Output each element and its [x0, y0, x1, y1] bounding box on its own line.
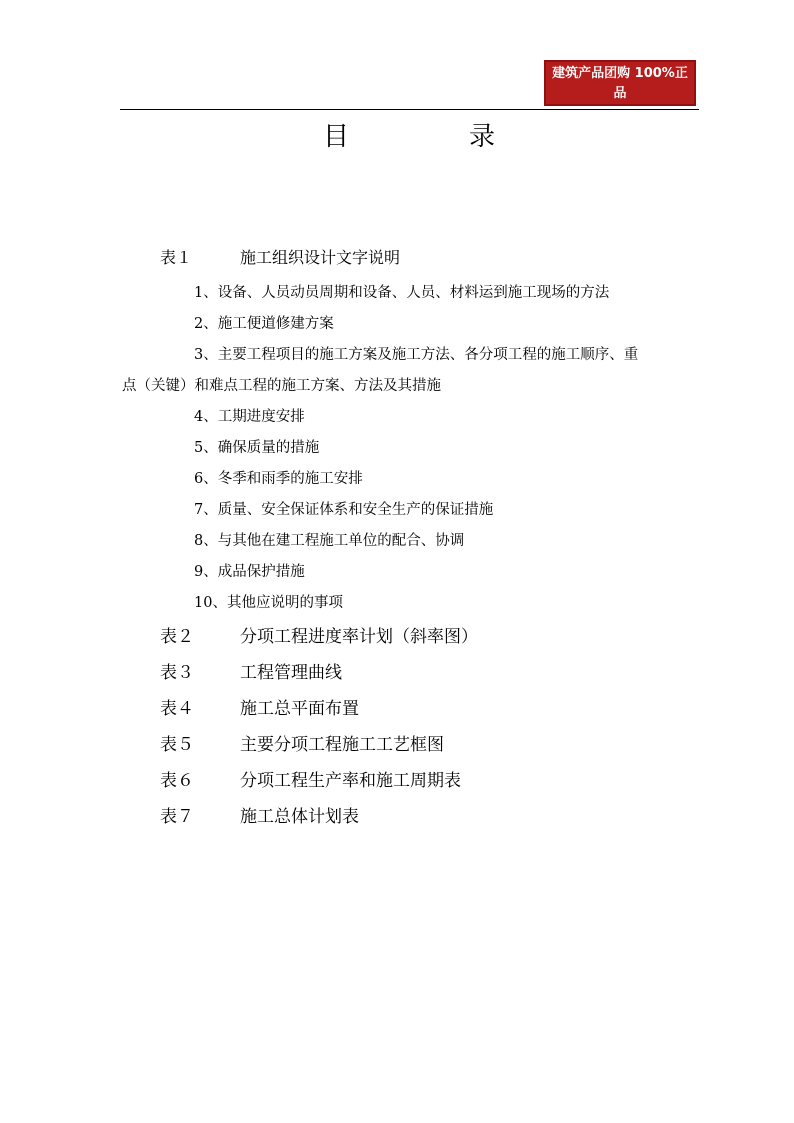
toc-section-text: 分项工程生产率和施工周期表	[240, 771, 461, 791]
toc-section-label: 表５	[160, 735, 194, 755]
title-char-2: 录	[469, 122, 496, 152]
toc-section-label: 表２	[160, 627, 194, 647]
brand-stamp	[544, 60, 696, 120]
toc-section-text: 施工组织设计文字说明	[240, 248, 401, 267]
toc-section-label: 表７	[160, 807, 194, 827]
toc-item-6: 6、冬季和雨季的施工安排	[194, 471, 363, 487]
stamp-line-1: 建筑产品团购 100%正品	[552, 66, 688, 101]
toc-section-text: 主要分项工程施工工艺框图	[240, 735, 444, 755]
title-char-1: 目	[323, 122, 350, 152]
toc-section-label: 表３	[160, 663, 194, 683]
toc-section-label: 表４	[160, 699, 194, 719]
stamp-line-2: www.kutrue.com	[558, 105, 682, 120]
toc-item-8: 8、与其他在建工程施工单位的配合、协调	[194, 533, 465, 549]
toc-section-label: 表１	[160, 248, 193, 267]
toc-item-3-continued: 点（关键）和难点工程的施工方案、方法及其措施	[122, 378, 441, 394]
toc-item-9: 9、成品保护措施	[194, 564, 305, 580]
toc-item-10: 10、其他应说明的事项	[194, 595, 343, 611]
toc-item-3: 3、主要工程项目的施工方案及施工方法、各分项工程的施工顺序、重	[194, 347, 639, 363]
toc-item-7: 7、质量、安全保证体系和安全生产的保证措施	[194, 502, 494, 518]
toc-item-5: 5、确保质量的措施	[194, 440, 320, 456]
toc-section-text: 施工总体计划表	[240, 807, 359, 827]
toc-item-2: 2、施工便道修建方案	[194, 316, 334, 332]
toc-section-label: 表６	[160, 771, 194, 791]
toc-section-text: 工程管理曲线	[240, 663, 342, 683]
toc-section-text: 施工总平面布置	[240, 699, 359, 719]
page-title	[0, 116, 794, 156]
toc-item-4: 4、工期进度安排	[194, 409, 305, 425]
header-rule	[120, 109, 699, 110]
toc-item-1: 1、设备、人员动员周期和设备、人员、材料运到施工现场的方法	[194, 285, 610, 301]
toc-section-text: 分项工程进度率计划（斜率图）	[240, 627, 478, 647]
